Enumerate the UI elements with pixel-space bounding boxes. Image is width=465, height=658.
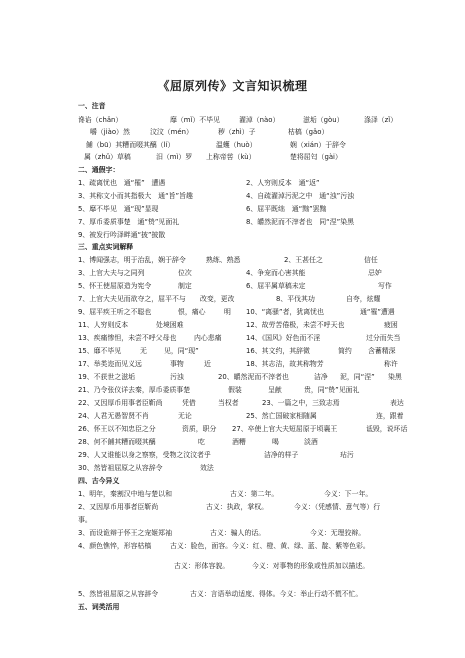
page-title: 《屈原列传》文言知识梳理 [157, 79, 308, 93]
document-page: 《屈原列传》文言知识梳理 一、注音 谗谄（chǎn） 靡（mǐ）不毕见 濯淖（nào） 滋垢（gòu） 涤泽（zǐ） 嚼（jiào）然 汶汶（mén） 秽（zhì）子 枯槁（gǎo） 餔（bū）其糟而啜其醨（lí） 温蠖（huò） 娴（xián）于辞令 属（zhǔ）草稿 汨（mì）罗 上称帝喾（kù） 楚将屈匄（gài） 二、通假字： 1、疏离忧也 通“罹” 遭遇 2、人穷则反本 通“返” 3、其称文小而其指极大 通“旨”旨趣 4、自疏濯淖污泥之中 通“浊”污浊 5、靡不毕见 通“现”显现 6、屈平既绌 通“黜”罢黜 7、厚币委质事楚 通“贽”见面礼 8、皭然泥而不滓者也 同“涅”染黑 9、被发行吟泽畔通“披”披散 三、重点实词解释 1、博闻强志，明于治乱，娴于辞令 熟练、熟悉 2、王甚任之 信任 3、上官大夫与之同列 位次 4、争宠而心害其能 忌妒 5、怀王使屈原造为宪令 制定 6、屈平属草稿未定 写作 7、上官大夫见而欲夺之，屈平不与 改变，更改 8、平伐其功 自夸，炫耀 9、屈平疾王听之不聪也 恨，痛心 明 10、“离骚”者，犹离忧也 通“罹”遭遇 11、人穷则反本 处境困难 12、故劳苦倦极，未尝不呼天也 疲困 13、疾痛惨怛，未尝不呼父母也 内心悲痛 14、《国风》好色而不淫 过分而失当 15、靡不毕见 无 见，同“现” 16、其文约，其辞微 简约 含蓄精深 17、举类迩而见义远 事物 近 18、其志洁，故其称物芳 称许 19、不获世之滋垢 污浊 20、皭然泥而不滓者也 洁净 泥，同“涅” 染黑 21、乃令张仪详去秦，厚币委质事楚 假装 呈献 贵，同“贽”见面礼 22、又因厚币用事者臣靳尚 凭借 当权者 23、一篇之中，三致志焉 表达 24、人君无愚智贤不肖 无论 25、然亡国破家相随属 连，跟着 26、怀王以不知忠臣之分 资质，职分 27、卒使上官大夫短屈原于顷襄王 诋毁，说坏话 28、何不餔其糟而啜其醨 吃 酒糟 喝 淡酒 29、人又谁能以身之察察，受物之汶汶者乎 洁净的样子 玷污 30、然皆祖屈原之从容辞令 效法 四、古今异义 1、明年，秦割汉中地与楚以和 古义：第二年。 今义：下一年。 2、又因厚币用事者臣靳尚 古义：执政，掌权。 今义：（凭感情、意气等）行 事。 3、而设诡辩于怀王之宠姬郑袖 古义：骗人的话。 今义：无理狡辩。 4、颜色憔悴，形容枯槁 古义：脸色，面容。今义：红、橙、黄、绿、蓝、靛、紫等色彩。 古义：形体容貌。 今义：对事物的形象或性质加以描述。 5、然皆祖屈原之从容辞令 古义：言语举动适度、得体。今义：举止行动不慌不忙。 五、词类活用 [0, 0, 465, 658]
